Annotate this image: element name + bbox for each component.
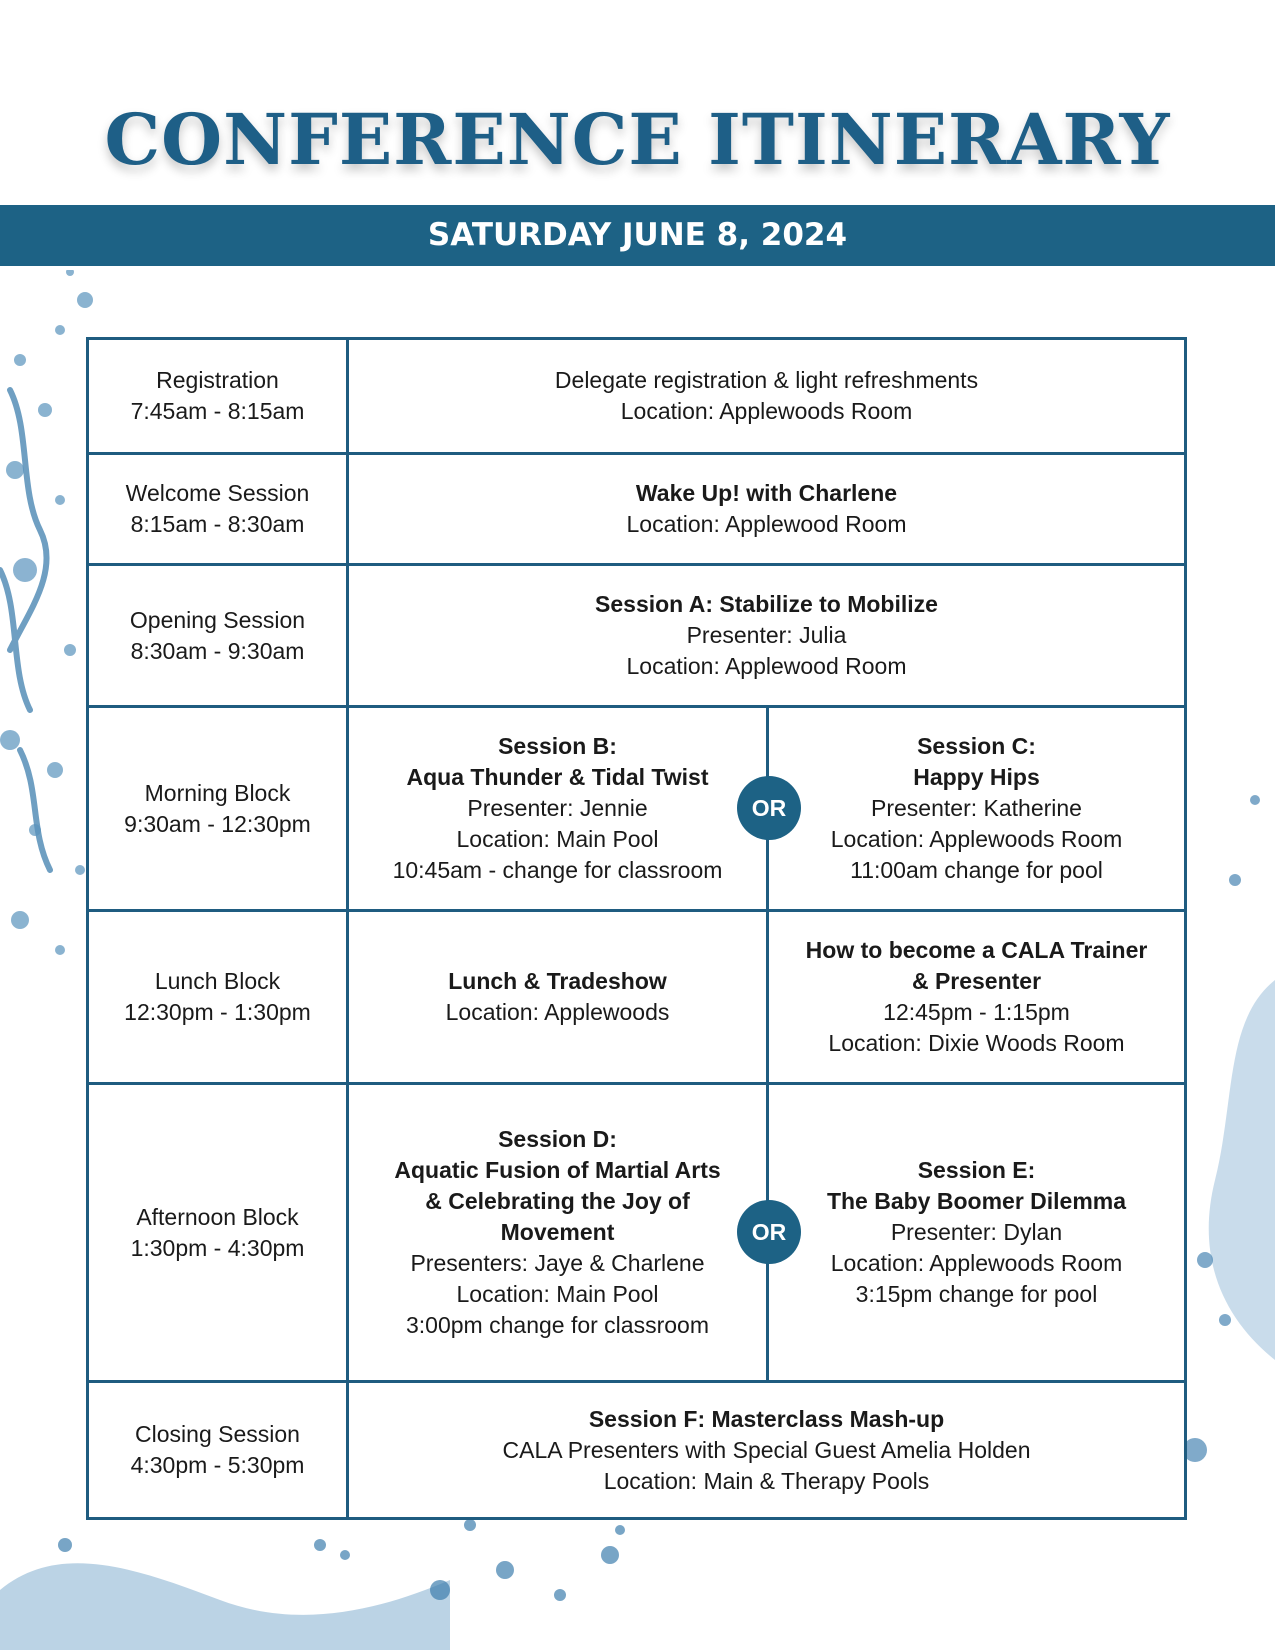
session-d-cell <box>349 1085 769 1380</box>
time-cell <box>89 708 349 909</box>
time-cell <box>89 912 349 1082</box>
session-label: Session D: <box>498 1126 617 1152</box>
page-title: CONFERENCE ITINERARY <box>104 98 1171 181</box>
water-splash-bottom <box>0 1500 720 1650</box>
block-time: 1:30pm - 4:30pm <box>130 1234 305 1261</box>
session-presenters: CALA Presenters with Special Guest Amelia Holden <box>502 1436 1031 1463</box>
session-location: Location: Main Pool <box>456 826 659 852</box>
session-location: Location: Main Pool <box>456 1281 659 1307</box>
table-row-morning <box>89 705 1184 909</box>
session-title: How to become a CALA Trainer <box>805 937 1148 963</box>
session-location: Location: Applewood Room <box>626 511 907 537</box>
table-row-lunch <box>89 909 1184 1082</box>
or-badge: OR <box>737 1200 801 1264</box>
session-presenter: Presenters: Jaye & Charlene <box>410 1250 705 1276</box>
table-row-opening <box>89 563 1184 705</box>
itinerary-table <box>86 337 1187 1520</box>
block-time: 8:30am - 9:30am <box>130 637 305 664</box>
block-time: 12:30pm - 1:30pm <box>124 999 311 1025</box>
time-cell <box>89 1085 349 1380</box>
session-location: Location: Applewood Room <box>626 653 907 679</box>
session-title: Wake Up! with Charlene <box>635 480 898 506</box>
session-cell <box>349 1383 1184 1517</box>
table-row-closing <box>89 1380 1184 1517</box>
block-time: 9:30am - 12:30pm <box>124 810 311 837</box>
session-label: Session E: <box>917 1157 1036 1183</box>
session-location: Location: Main & Therapy Pools <box>603 1467 930 1494</box>
session-time: 12:45pm - 1:15pm <box>883 999 1070 1025</box>
lunch-cell <box>349 912 769 1082</box>
time-cell <box>89 566 349 705</box>
block-name: Registration <box>156 367 279 393</box>
session-location: Location: Applewoods Room <box>830 1250 1123 1276</box>
session-cell <box>349 455 1184 563</box>
session-note: 11:00am change for pool <box>850 857 1103 883</box>
session-c-cell <box>769 708 1184 909</box>
session-presenter: Presenter: Jennie <box>467 795 648 821</box>
session-cell <box>349 340 1184 452</box>
session-b-cell <box>349 708 769 909</box>
time-cell <box>89 340 349 452</box>
time-cell <box>89 455 349 563</box>
session-title: Session A: Stabilize to Mobilize <box>595 591 938 617</box>
block-time: 8:15am - 8:30am <box>130 511 305 537</box>
block-name: Morning Block <box>144 779 291 806</box>
trainer-session-cell <box>769 912 1184 1082</box>
session-title-cont: & Presenter <box>911 968 1042 994</box>
or-badge: OR <box>737 776 801 840</box>
session-title-cont: & Celebrating the Joy of <box>425 1188 690 1214</box>
session-note: 3:15pm change for pool <box>855 1281 1098 1307</box>
session-location: Location: Applewoods <box>445 999 670 1025</box>
block-name: Lunch Block <box>154 968 281 994</box>
session-title: Aquatic Fusion of Martial Arts <box>394 1157 721 1183</box>
block-name: Welcome Session <box>125 480 310 506</box>
table-row-afternoon <box>89 1082 1184 1380</box>
session-presenter: Presenter: Katherine <box>871 795 1082 821</box>
block-time: 4:30pm - 5:30pm <box>130 1452 305 1478</box>
session-e-cell <box>769 1085 1184 1380</box>
block-name: Afternoon Block <box>136 1203 299 1230</box>
block-name: Closing Session <box>135 1421 300 1447</box>
session-title: The Baby Boomer Dilemma <box>826 1188 1127 1214</box>
block-name: Opening Session <box>129 606 306 633</box>
date-banner: SATURDAY JUNE 8, 2024 <box>0 205 1275 266</box>
session-title: Session F: Masterclass Mash-up <box>588 1405 945 1432</box>
session-cell <box>349 566 1184 705</box>
session-presenter: Presenter: Julia <box>686 622 847 648</box>
session-label: Session C: <box>917 733 1036 759</box>
session-title: Lunch & Tradeshow <box>448 968 667 994</box>
session-description: Delegate registration & light refreshments <box>554 367 979 393</box>
session-title: Happy Hips <box>913 764 1040 790</box>
session-location: Location: Dixie Woods Room <box>828 1030 1125 1056</box>
table-row-registration <box>89 340 1184 452</box>
session-location: Location: Applewoods Room <box>830 826 1123 852</box>
table-row-welcome <box>89 452 1184 563</box>
session-presenter: Presenter: Dylan <box>890 1219 1063 1245</box>
block-time: 7:45am - 8:15am <box>130 398 305 424</box>
session-label: Session B: <box>498 733 617 759</box>
session-title-end: Movement <box>500 1219 615 1245</box>
time-cell <box>89 1383 349 1517</box>
session-note: 3:00pm change for classroom <box>406 1312 709 1338</box>
session-location: Location: Applewoods Room <box>620 398 913 424</box>
session-note: 10:45am - change for classroom <box>392 857 723 883</box>
session-title: Aqua Thunder & Tidal Twist <box>406 764 709 790</box>
